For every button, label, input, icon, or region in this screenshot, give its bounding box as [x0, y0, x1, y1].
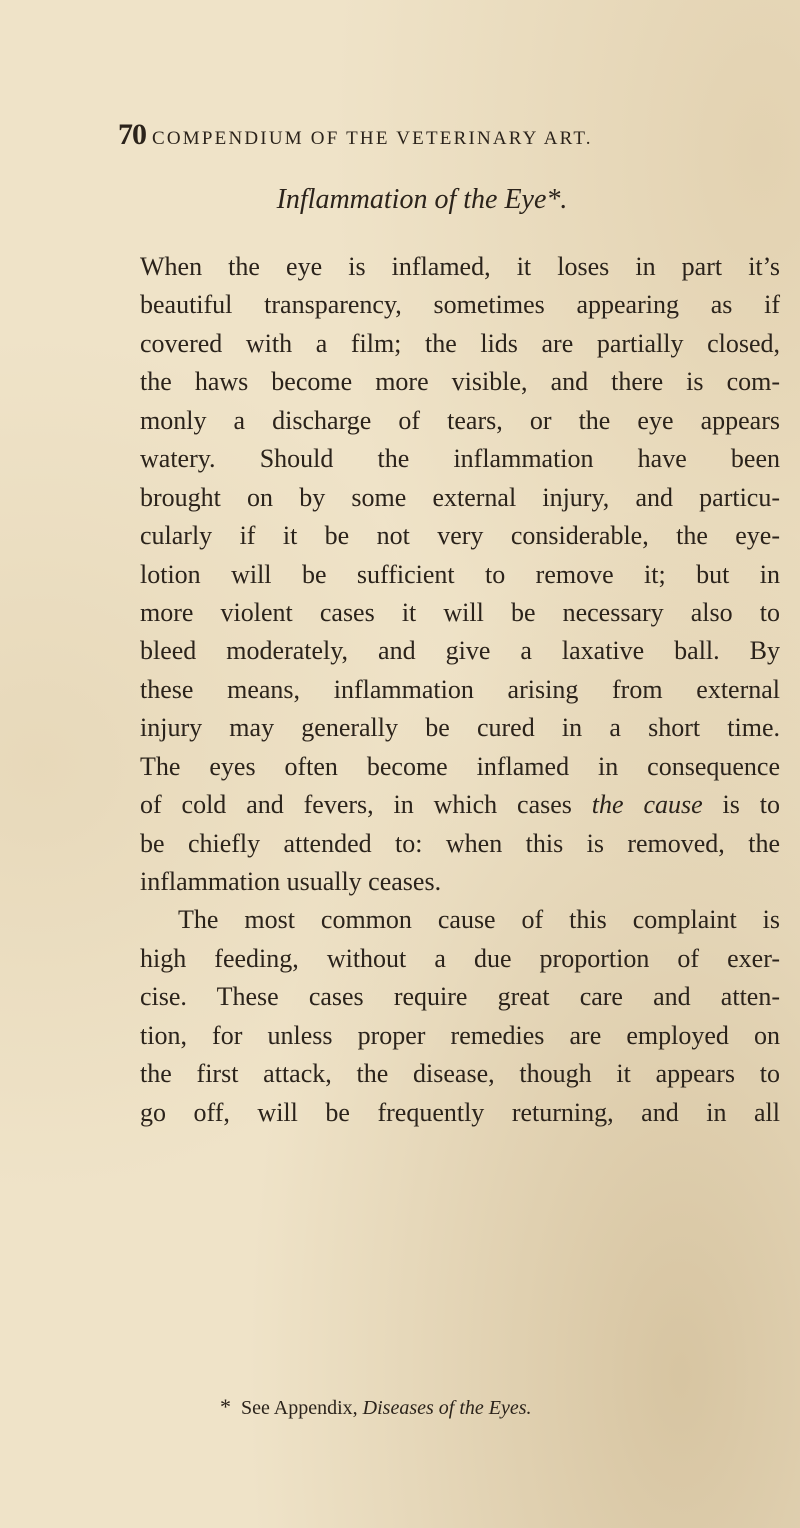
footnote-italic-text: Diseases of the Eyes.: [362, 1397, 532, 1419]
text-line: The most common cause of this complaint is: [178, 905, 780, 935]
text-line: tion, for unless proper remedies are employed on: [140, 1020, 780, 1050]
text-line: high feeding, without a due proportion of exer-: [140, 943, 780, 973]
page-number: 70: [118, 118, 146, 151]
footnote-text: See Appendix,: [241, 1397, 358, 1419]
text-line: lotion will be sufficient to remove it; but in: [140, 559, 780, 589]
text-line: The eyes often become inflamed in consequence: [140, 751, 780, 781]
text-line: the haws become more visible, and there is com-: [140, 367, 780, 397]
text-line: cularly if it be not very considerable, the eye-: [140, 521, 780, 551]
emphasis-text: the cause: [591, 790, 703, 820]
body-text: [140, 248, 780, 1132]
section-heading: Inflammation of the Eye*.: [276, 184, 568, 215]
running-head: [118, 118, 758, 158]
text-line: inflammation usually ceases.: [140, 867, 442, 896]
text-line: covered with a film; the lids are partially closed,: [140, 328, 780, 358]
running-title: COMPENDIUM OF THE VETERINARY ART.: [152, 128, 593, 149]
text-line: injury may generally be cured in a short time.: [140, 713, 780, 743]
text-segment: is to: [722, 790, 780, 820]
text-segment: of cold and fevers, in which cases: [140, 790, 572, 820]
text-line: beautiful transparency, sometimes appearing as if: [140, 290, 780, 320]
text-line: these means, inflammation arising from external: [140, 674, 780, 704]
text-line: watery. Should the inflammation have been: [140, 444, 780, 474]
text-line: more violent cases it will be necessary also to: [140, 597, 780, 627]
text-line: be chiefly attended to: when this is removed, the: [140, 828, 780, 858]
footnote: [220, 1394, 532, 1420]
text-line: brought on by some external injury, and particu-: [140, 482, 780, 512]
text-line: bleed moderately, and give a laxative ball. By: [140, 636, 780, 666]
text-line-mixed: [140, 786, 780, 824]
text-line: the first attack, the disease, though it appears to: [140, 1059, 780, 1089]
text-line: go off, will be frequently returning, and in all: [140, 1097, 780, 1127]
footnote-mark: *: [220, 1394, 231, 1419]
text-line: When the eye is inflamed, it loses in part it’s: [140, 252, 780, 281]
text-line: cise. These cases require great care and atten-: [140, 982, 780, 1012]
text-line: monly a discharge of tears, or the eye appears: [140, 405, 780, 435]
